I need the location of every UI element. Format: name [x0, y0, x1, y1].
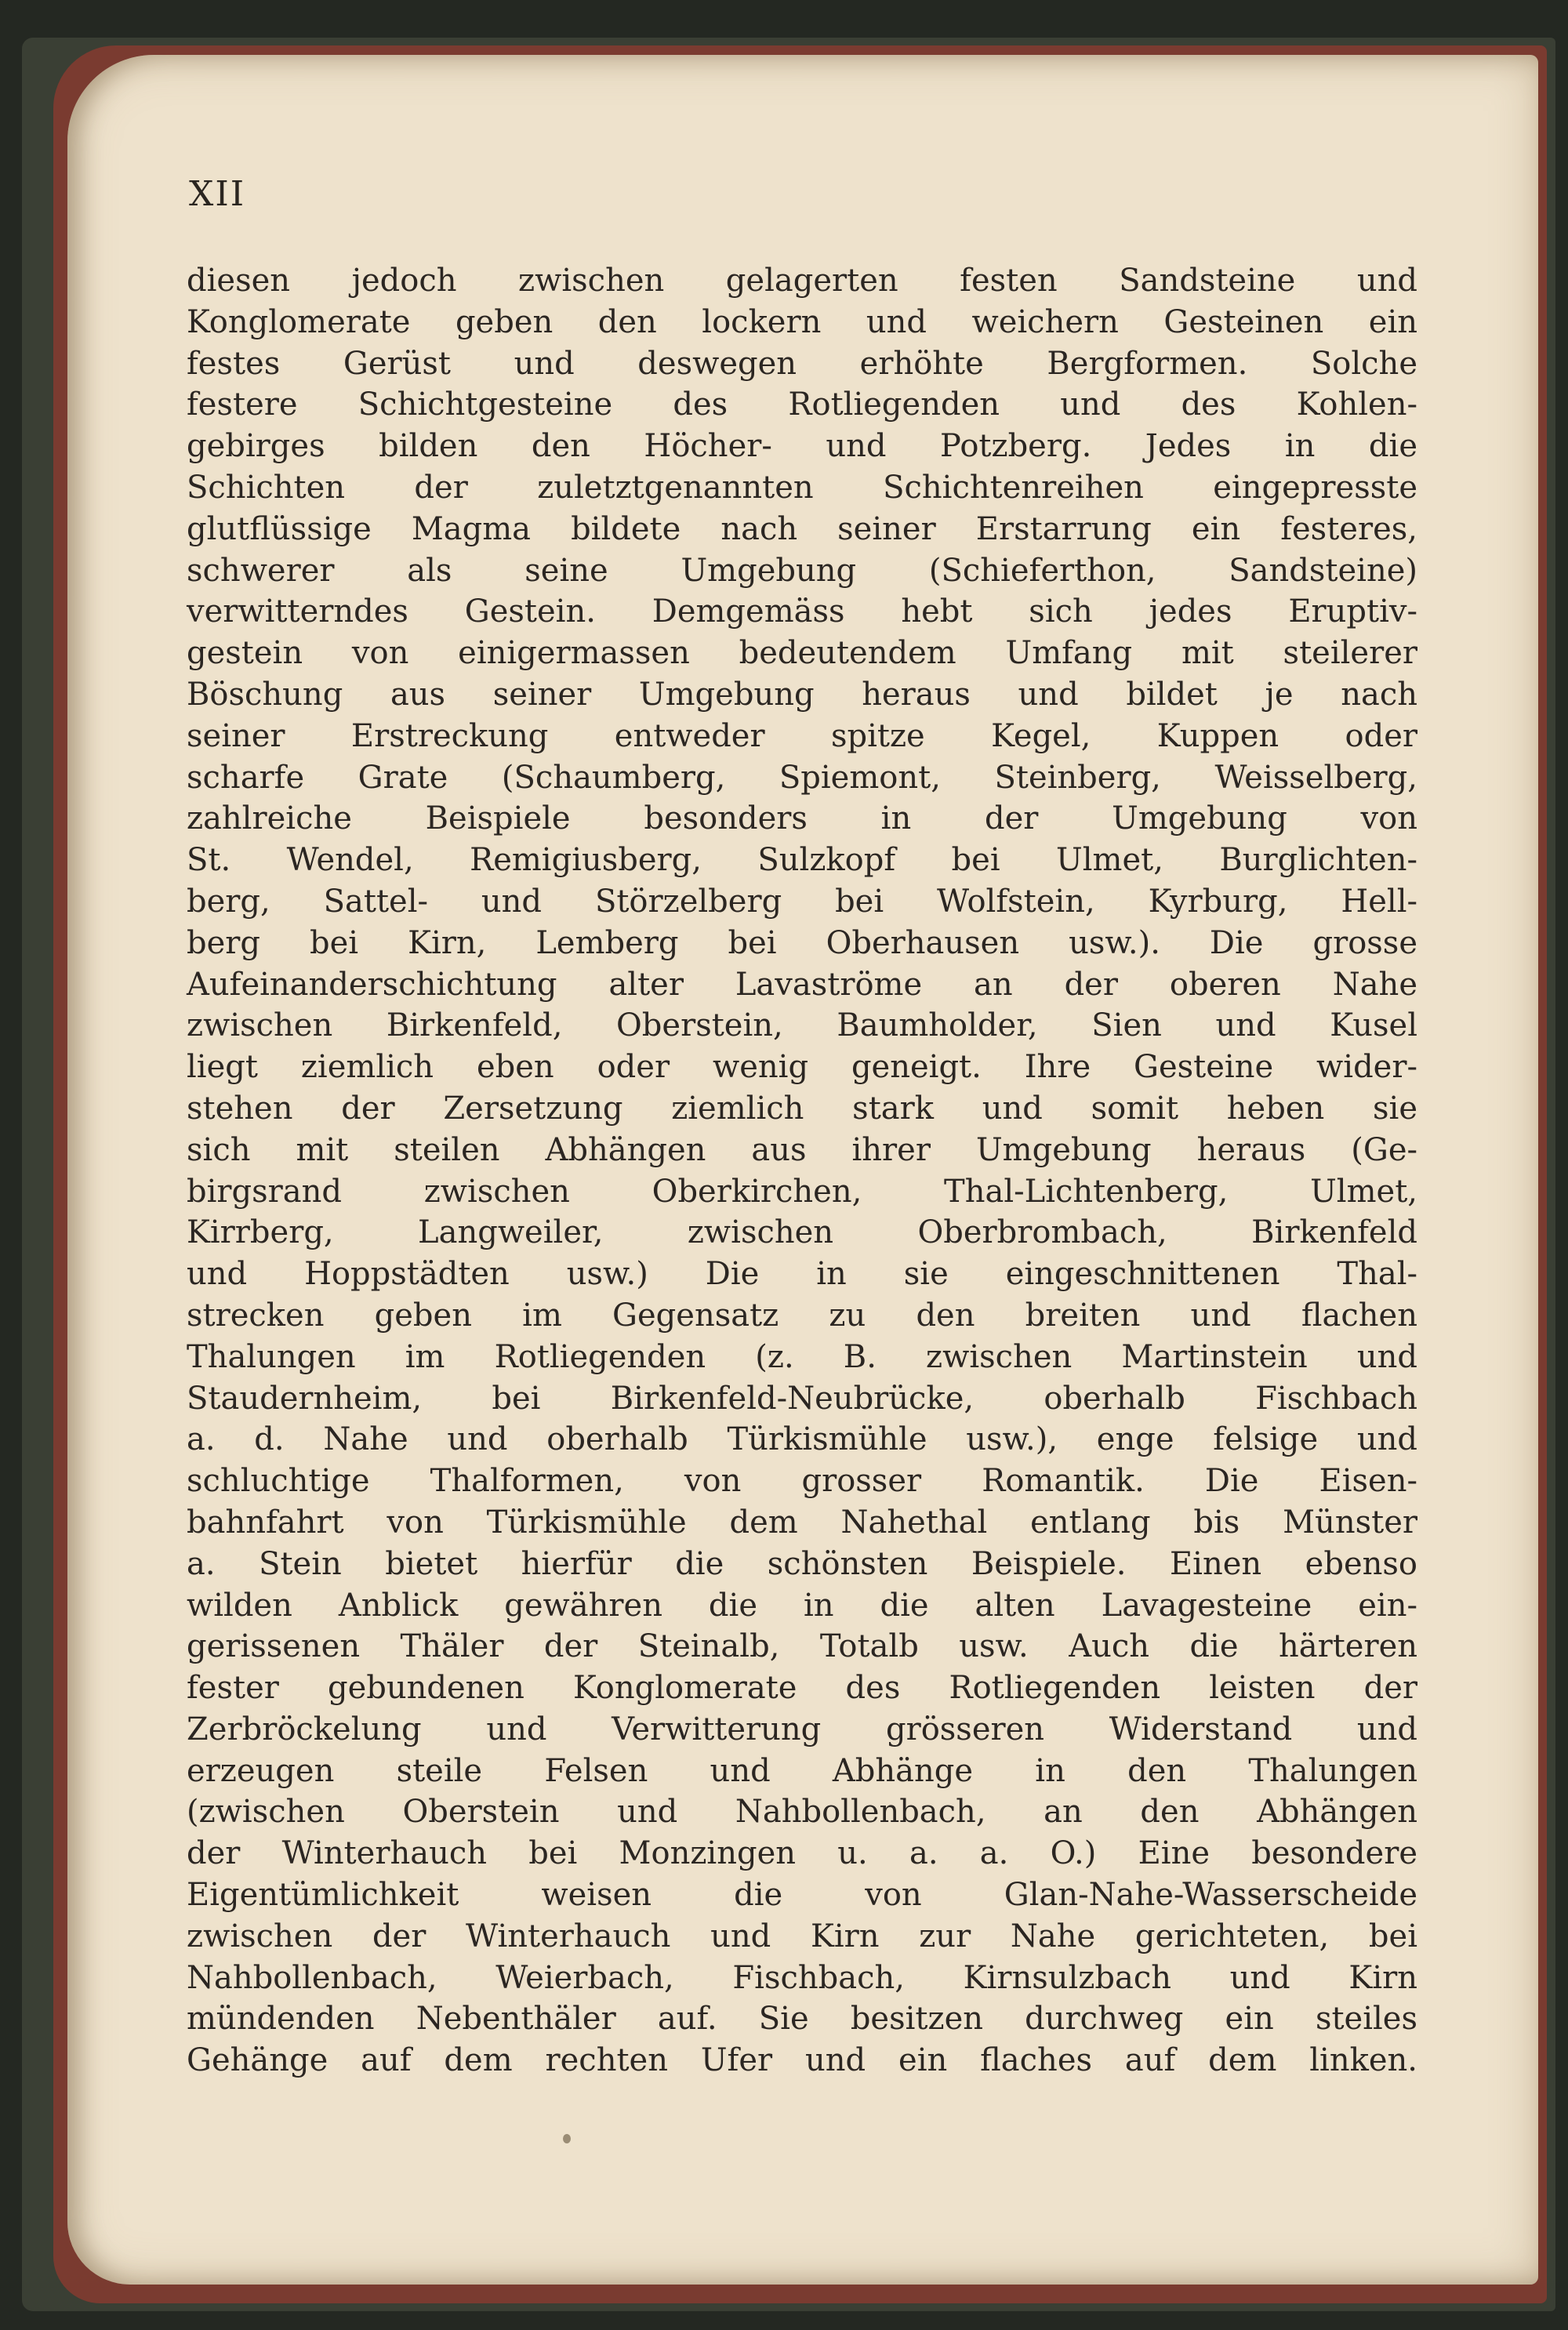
text-line: schwerer als seine Umgebung (Schieferthon, Sandsteine)	[187, 552, 1417, 589]
text-line: Schichten der zuletztgenannten Schichtenreihen eingepresste	[187, 469, 1417, 506]
text-line: Staudernheim, bei Birkenfeld-Neubrücke, oberhalb Fischbach	[187, 1380, 1417, 1417]
text-line: mündenden Nebenthäler auf. Sie besitzen durchweg ein steiles	[187, 2001, 1417, 2038]
text-line: bahnfahrt von Türkismühle dem Nahethal entlang bis Münster	[187, 1504, 1417, 1541]
text-line: verwitterndes Gestein. Demgemäss hebt sich jedes Eruptiv-	[187, 593, 1417, 630]
text-line: erzeugen steile Felsen und Abhänge in den Thalungen	[187, 1752, 1417, 1789]
text-line: fester gebundenen Konglomerate des Rotliegenden leisten der	[187, 1670, 1417, 1707]
text-line: Nahbollenbach, Weierbach, Fischbach, Kirnsulzbach und Kirn	[187, 1959, 1417, 1996]
text-line: Eigentümlichkeit weisen die von Glan-Nahe-Wasserscheide	[187, 1877, 1417, 1914]
paper-speck	[563, 2134, 571, 2143]
text-line: schluchtige Thalformen, von grosser Romantik. Die Eisen-	[187, 1463, 1417, 1500]
text-line: a. d. Nahe und oberhalb Türkismühle usw.), enge felsige und	[187, 1421, 1417, 1458]
text-line: berg bei Kirn, Lemberg bei Oberhausen usw.). Die grosse	[187, 924, 1417, 961]
text-line: (zwischen Oberstein und Nahbollenbach, an den Abhängen	[187, 1794, 1417, 1831]
text-line: Aufeinanderschichtung alter Lavaströme an der oberen Nahe	[187, 966, 1417, 1003]
text-line: zwischen der Winterhauch und Kirn zur Nahe gerichteten, bei	[187, 1918, 1417, 1954]
text-line: zahlreiche Beispiele besonders in der Umgebung von	[187, 800, 1417, 837]
text-line: strecken geben im Gegensatz zu den breiten und flachen	[187, 1297, 1417, 1334]
text-line: birgsrand zwischen Oberkirchen, Thal-Lichtenberg, Ulmet,	[187, 1173, 1417, 1210]
text-line: Gehänge auf dem rechten Ufer und ein flaches auf dem linken.	[187, 2042, 1417, 2079]
body-text	[187, 260, 1417, 2081]
text-line: wilden Anblick gewähren die in die alten Lavagesteine ein-	[187, 1587, 1417, 1624]
text-line: Kirrberg, Langweiler, zwischen Oberbrombach, Birkenfeld	[187, 1214, 1417, 1251]
text-line: Zerbröckelung und Verwitterung grösseren Widerstand und	[187, 1711, 1417, 1748]
text-line: der Winterhauch bei Monzingen u. a. a. O.) Eine besondere	[187, 1835, 1417, 1872]
text-line: scharfe Grate (Schaumberg, Spiemont, Steinberg, Weisselberg,	[187, 759, 1417, 796]
text-line: festes Gerüst und deswegen erhöhte Bergformen. Solche	[187, 345, 1417, 382]
text-line: liegt ziemlich eben oder wenig geneigt. Ihre Gesteine wider-	[187, 1049, 1417, 1086]
page-number: XII	[189, 174, 246, 214]
text-line: stehen der Zersetzung ziemlich stark und somit heben sie	[187, 1090, 1417, 1127]
text-line: festere Schichtgesteine des Rotliegenden und des Kohlen-	[187, 387, 1417, 423]
text-line: und Hoppstädten usw.) Die in sie eingeschnittenen Thal-	[187, 1256, 1417, 1293]
text-line: Böschung aus seiner Umgebung heraus und bildet je nach	[187, 676, 1417, 713]
text-line: St. Wendel, Remigiusberg, Sulzkopf bei Ulmet, Burglichten-	[187, 842, 1417, 879]
text-line: a. Stein bietet hierfür die schönsten Beispiele. Einen ebenso	[187, 1545, 1417, 1582]
text-line: gestein von einigermassen bedeutendem Umfang mit steilerer	[187, 635, 1417, 672]
text-line: berg, Sattel- und Störzelberg bei Wolfstein, Kyrburg, Hell-	[187, 883, 1417, 920]
text-line: diesen jedoch zwischen gelagerten festen Sandsteine und	[187, 263, 1417, 299]
text-line: zwischen Birkenfeld, Oberstein, Baumholder, Sien und Kusel	[187, 1007, 1417, 1044]
text-line: seiner Erstreckung entweder spitze Kegel, Kuppen oder	[187, 717, 1417, 754]
text-line: Thalungen im Rotliegenden (z. B. zwischen Martinstein und	[187, 1338, 1417, 1375]
text-line: gebirges bilden den Höcher- und Potzberg. Jedes in die	[187, 428, 1417, 465]
text-line: sich mit steilen Abhängen aus ihrer Umgebung heraus (Ge-	[187, 1131, 1417, 1168]
text-line: glutflüssige Magma bildete nach seiner Erstarrung ein festeres,	[187, 510, 1417, 547]
text-line: Konglomerate geben den lockern und weichern Gesteinen ein	[187, 303, 1417, 340]
text-line: gerissenen Thäler der Steinalb, Totalb usw. Auch die härteren	[187, 1628, 1417, 1665]
